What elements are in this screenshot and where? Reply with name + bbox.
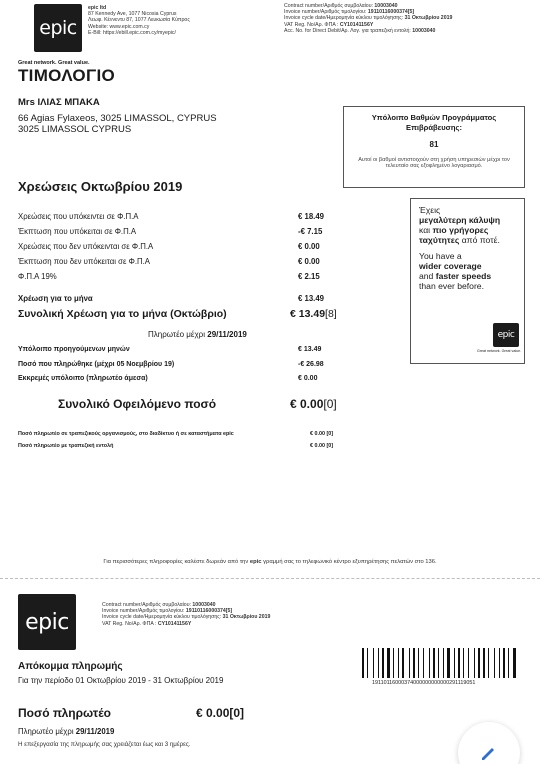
total-owed-ref: [0] [323, 397, 337, 411]
info-line-after: γραμμή σας το τηλεφωνικό κέντρο εξυπηρέτησης πελατών στο 136. [263, 559, 437, 565]
stub-title: Απόκομμα πληρωμής [18, 661, 123, 672]
payment-method-value: € 0.00 [0] [310, 431, 334, 437]
barcode-bar [402, 648, 404, 678]
charge-value: € 18.49 [298, 212, 325, 221]
floating-edit-button[interactable] [458, 722, 520, 764]
customer-address-line1: 66 Agias Fylaxeos, 3025 LIMASSOL, CYPRUS [18, 113, 217, 124]
balance-label: Υπόλοιπο προηγούμενων μηνών [18, 346, 130, 353]
barcode-bar [420, 648, 422, 678]
barcode-bar [373, 648, 374, 678]
balance-value: -€ 26.98 [298, 360, 324, 368]
barcode-bar [483, 648, 485, 678]
stub-logo-text: epic [25, 609, 69, 635]
charge-label: Χρεώσεις που υπόκειντει σε Φ.Π.Α [18, 212, 139, 221]
invoice-header-info [284, 3, 534, 34]
promo-logo [493, 323, 519, 347]
stub-logo [18, 594, 76, 650]
barcode-bar [378, 648, 379, 678]
promo-logo-text: epic [497, 330, 515, 340]
company-details [88, 5, 238, 36]
points-title: Υπόλοιπο Βαθμών Προγράμματος Επιβράβευσης: [371, 113, 497, 132]
barcode-bar [400, 648, 401, 678]
barcode-bar [458, 648, 460, 678]
barcode-bar [510, 648, 512, 678]
invoice-value: 19110116000374[5] [367, 9, 415, 16]
barcode-bar [395, 648, 397, 678]
barcode-bar [463, 648, 464, 678]
stub-contract-value: 10003040 [192, 602, 216, 608]
barcode-bar [398, 648, 399, 678]
total-owed-value: € 0.00 [290, 397, 324, 411]
barcode-bar [409, 648, 410, 678]
payment-method-row [18, 431, 348, 437]
stub-vat-value: CY10141156Y [157, 620, 192, 627]
barcode-bar [501, 648, 502, 678]
barcode-bar [478, 648, 480, 678]
payment-method-value: € 0.00 [0] [310, 443, 334, 449]
tear-off-divider [0, 578, 540, 579]
barcode-bar [468, 648, 469, 678]
charge-row [18, 272, 348, 281]
payable-until-date: 29/11/2019 [207, 330, 247, 339]
points-value: 81 [429, 140, 439, 149]
stub-amount-value: € 0.00[0] [196, 706, 245, 720]
charge-label: Χρεώσεις που δεν υπόκεινται σε Φ.Π.Α [18, 242, 154, 251]
barcode-bar [413, 648, 415, 678]
contract-value: 10003040 [374, 3, 398, 9]
payable-until-prefix: Πληρωτέο μέχρι [148, 330, 206, 339]
barcode-bar [362, 648, 364, 678]
barcode-bar [425, 648, 428, 678]
barcode-bar [387, 648, 390, 678]
company-address-gr: Λεωφ. Κέννεντυ 87, 1077 Λευκωσία Κύπρος [88, 17, 190, 24]
info-line-brand: epic [249, 559, 262, 565]
stub-cycle-value: 31 Οκτωβρίου 2019 [222, 614, 271, 621]
info-line-before: Για περισσότερες πληροφορίες καλέστε δωρεάν από την [103, 559, 249, 565]
direct-debit-label: Acc. No. for Direct Debit/Αρ. Λογ. για τραπεζική εντολή: [284, 27, 411, 34]
total-owed-label: Συνολικό Οφειλόμενο ποσό [58, 397, 217, 411]
total-monthly-row [18, 308, 348, 320]
barcode-bar [393, 648, 394, 678]
cycle-label: Invoice cycle date/Ημερομηνία κύκλου τιμολόγησης: [284, 15, 404, 22]
barcode-bar [391, 648, 392, 678]
stub-due [18, 727, 114, 736]
promo-line4a: ταχύτητες [419, 235, 460, 245]
barcode-bar [429, 648, 430, 678]
barcode-bar [508, 648, 509, 678]
charge-value: € 0.00 [298, 242, 320, 251]
barcode-bar [380, 648, 381, 678]
barcode-bar [496, 648, 498, 678]
cycle-value: 31 Οκτωβρίου 2019 [404, 15, 453, 22]
barcode-number: 19110116000374000000000000291119051 [372, 680, 476, 686]
barcode-bar [481, 648, 482, 678]
barcode-bar [451, 648, 453, 678]
charge-label: Έκπτωση που δεν υπόκειται σε Φ.Π.Α [18, 257, 150, 266]
charge-label: Έκπτωση που υπόκειται σε Φ.Π.Α [18, 227, 137, 236]
barcode-bar [385, 648, 386, 678]
company-tagline: Great network. Great value. [18, 60, 90, 66]
barcode-bar [454, 648, 455, 678]
charge-row [18, 212, 348, 221]
barcode-bar [416, 648, 417, 678]
promo-line3b: πιο γρήγορες [432, 225, 489, 235]
promo-line6: wider coverage [419, 261, 482, 271]
total-monthly-amount [290, 308, 337, 320]
barcode-bar [431, 648, 432, 678]
monthly-charge-value: € 13.49 [298, 294, 325, 303]
payment-barcode [362, 648, 524, 678]
pencil-icon [479, 743, 499, 763]
barcode-bar [513, 648, 516, 678]
charge-value: € 2.15 [298, 272, 320, 281]
barcode-bar [445, 648, 446, 678]
barcode-bar [461, 648, 462, 678]
loyalty-points-box [343, 106, 525, 188]
promo-line3a: και [419, 225, 431, 235]
stub-invoice-label: Invoice number/Αριθμός τιμολογίου: [102, 608, 185, 615]
balance-row [18, 346, 348, 353]
charge-value: € 0.00 [298, 257, 320, 266]
total-monthly-label: Συνολική Χρέωση για το μήνα (Οκτώβριο) [18, 308, 227, 320]
contract-label: Contract number/Αριθμός συμβολαίου: [284, 3, 373, 9]
charge-value: -€ 7.15 [298, 227, 323, 236]
barcode-bar [382, 648, 384, 678]
stub-invoice-value: 19110116000374[5] [185, 608, 233, 615]
stub-vat-label: VAT Reg. No/Αρ. ΦΠΑ : [102, 620, 157, 627]
total-owed-amount [290, 397, 337, 411]
promo-box [410, 198, 525, 364]
barcode-bar [367, 648, 368, 678]
charge-label: Φ.Π.Α 19% [18, 272, 57, 281]
balance-row [18, 375, 348, 382]
charge-row [18, 257, 348, 266]
barcode-bar [369, 648, 372, 678]
stub-processing-note: Η επεξεργασία της πληρωμής σας χρειάζεται έως και 3 ημέρες. [18, 741, 191, 748]
barcode-bar [490, 648, 493, 678]
charge-row [18, 242, 348, 251]
barcode-bar [440, 648, 442, 678]
payment-method-row [18, 443, 348, 449]
promo-line7b: faster speeds [435, 271, 492, 281]
barcode-bar [470, 648, 473, 678]
total-monthly-ref: [8] [325, 308, 337, 320]
barcode-bar [365, 648, 366, 678]
monthly-charge-row [18, 294, 348, 303]
barcode-bar [375, 648, 377, 678]
balance-value: € 0.00 [298, 375, 318, 382]
balance-value: € 13.49 [298, 346, 322, 353]
stub-amount-label: Ποσό πληρωτέο [18, 706, 111, 720]
charge-row [18, 227, 348, 236]
stub-info [102, 602, 362, 627]
barcode-bar [456, 648, 457, 678]
promo-line7a: and [419, 271, 434, 281]
company-website: Website: www.epic.com.cy [88, 23, 150, 30]
barcode-bar [499, 648, 500, 678]
company-address-en: 87 Kennedy Ave, 1077 Nicosia Cyprus [88, 11, 177, 18]
charges-title: Χρεώσεις Οκτωβρίου 2019 [18, 179, 183, 194]
barcode-bar [465, 648, 467, 678]
monthly-charge-label: Χρέωση για το μήνα [18, 294, 93, 303]
promo-line2: μεγαλύτερη κάλυψη [419, 215, 501, 225]
promo-logo-tagline: Great network. Great value. [477, 349, 522, 353]
barcode-bar [423, 648, 424, 678]
stub-due-date: 29/11/2019 [75, 727, 115, 736]
barcode-bar [474, 648, 475, 678]
payment-method-label: Ποσό πληρωτέο σε τραπεζικούς οργανισμούς, στο διαδίκτυο ή σε καταστήματα epic [18, 431, 234, 437]
promo-line1: Έχεις [419, 205, 441, 215]
barcode-bar [517, 648, 518, 678]
barcode-bar [443, 648, 444, 678]
barcode-bar [503, 648, 505, 678]
barcode-bar [438, 648, 439, 678]
barcode-bar [476, 648, 477, 678]
invoice-label: Invoice number/Αριθμός τιμολογίου: [284, 9, 367, 16]
company-logo [34, 4, 82, 52]
barcode-bar [418, 648, 419, 678]
vat-value: CY10141156Y [339, 21, 374, 28]
stub-contract-label: Contract number/Αριθμός συμβολαίου: [102, 602, 191, 608]
barcode-bar [506, 648, 507, 678]
barcode-bar [494, 648, 495, 678]
vat-label: VAT Reg. No/Αρ. ΦΠΑ : [284, 21, 339, 28]
stub-period: Για την περίοδο 01 Οκτωβρίου 2019 - 31 Οκτωβρίου 2019 [18, 676, 224, 685]
promo-line8: than ever before. [419, 281, 484, 291]
balance-label: Εκκρεμές υπόλοιπο (πληρωτέο άμεσα) [18, 375, 148, 382]
info-line [0, 559, 540, 565]
stub-cycle-label: Invoice cycle date/Ημερομηνία κύκλου τιμολόγησης: [102, 614, 222, 621]
barcode-bar [486, 648, 487, 678]
logo-text: epic [39, 17, 77, 39]
direct-debit-value: 10003040 [412, 27, 436, 34]
company-ebill: E-Bill: https://ebill.epic.com.cy/myepic/ [88, 29, 176, 36]
promo-line5: You have a [419, 251, 462, 261]
balance-row [18, 361, 348, 368]
barcode-bar [433, 648, 435, 678]
total-monthly-value: € 13.49 [290, 308, 326, 320]
payment-method-label: Ποσό πληρωτέο με τραπεζική εντολή [18, 443, 114, 449]
barcode-bar [447, 648, 450, 678]
barcode-bar [411, 648, 412, 678]
payable-until [148, 330, 247, 339]
balance-label: Ποσό που πληρώθηκε (μέχρι 05 Νοεμβρίου 19) [18, 360, 175, 368]
barcode-bar [405, 648, 408, 678]
points-note: Αυτοί οι βαθμοί αντιστοιχούν στη χρήση υπηρεσιών μέχρι τον τελευταίο σας εξοφλημένο λογαριασμό. [358, 157, 510, 170]
company-name: epic ltd [88, 5, 107, 11]
customer-address-line2: 3025 LIMASSOL CYPRUS [18, 124, 132, 135]
document-title: ΤΙΜΟΛΟΓΙΟ [18, 66, 116, 85]
stub-due-prefix: Πληρωτέο μέχρι [18, 727, 74, 736]
barcode-bar [488, 648, 489, 678]
barcode-bar [436, 648, 437, 678]
promo-line4b: από ποτέ. [461, 235, 500, 245]
customer-name: Mrs ΙΛΙΑΣ ΜΠΑΚΑ [18, 97, 100, 108]
